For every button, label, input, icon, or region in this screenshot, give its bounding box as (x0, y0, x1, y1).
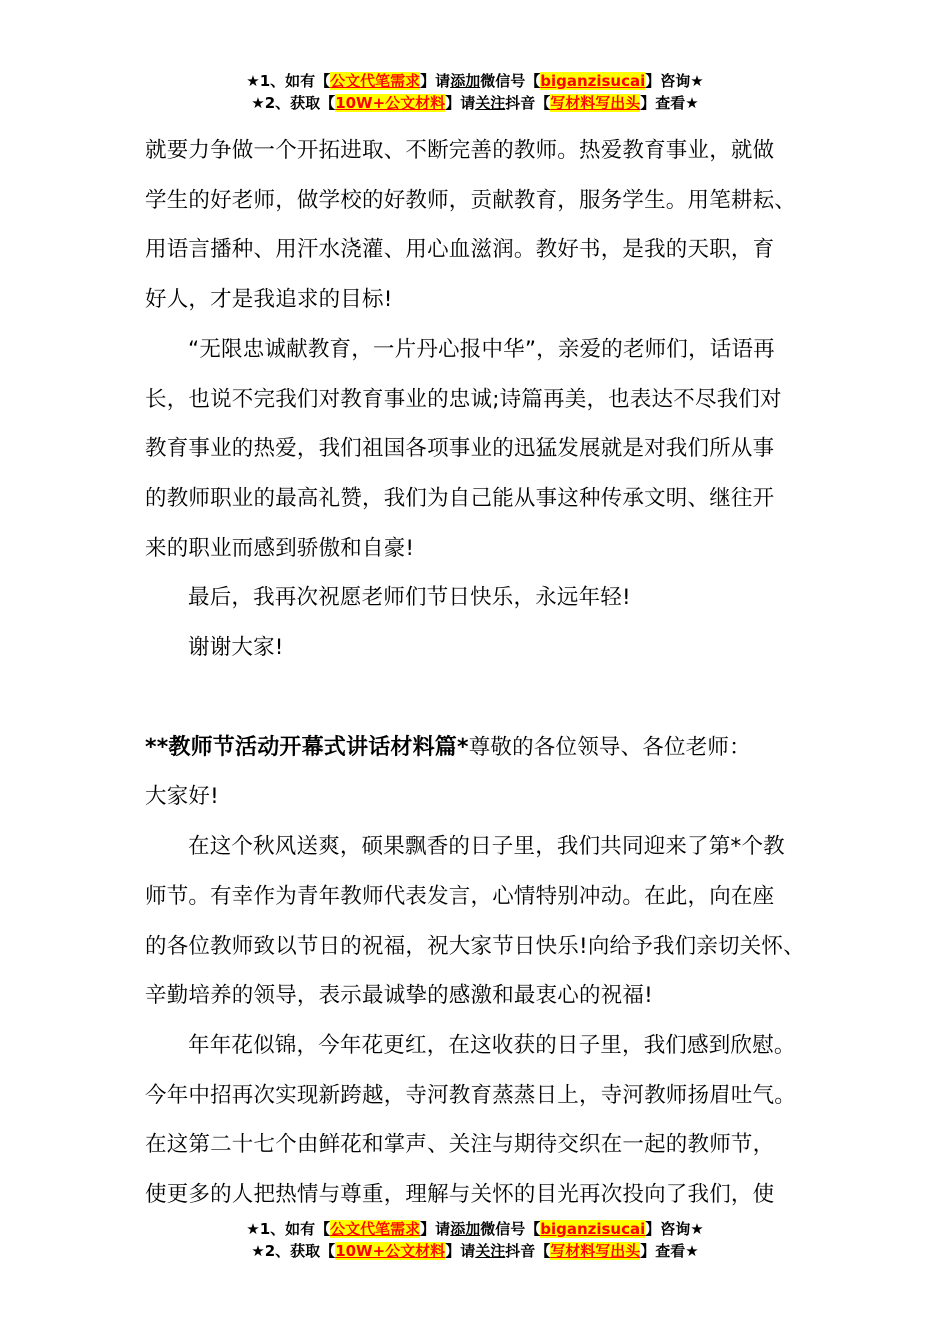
body-line: 最后，我再次祝愿老师们节日快乐，永远年轻! (188, 585, 631, 611)
banner-text: ★2、获取【 (251, 94, 336, 112)
body-line: 长，也说不完我们对教育事业的忠诚;诗篇再美，也表达不尽我们对 (145, 386, 782, 412)
body-line: 好人，才是我追求的目标! (145, 287, 393, 313)
heading-title: **教师节活动开幕式讲话材料篇* (145, 734, 469, 760)
banner-highlight: biganzisucai (540, 72, 646, 90)
banner-text: 】查看★ (640, 1242, 699, 1260)
banner-text: 】请 (445, 1242, 476, 1260)
header-banner (0, 70, 950, 114)
banner-text: 】请 (420, 1220, 451, 1238)
body-line: 教育事业的热爱，我们祖国各项事业的迅猛发展就是对我们所从事 (145, 436, 775, 462)
body-line: 辛勤培养的领导，表示最诚挚的感激和最衷心的祝福! (145, 983, 653, 1009)
banner-text: 抖音【 (505, 1242, 551, 1260)
body-line: 大家好! (145, 784, 219, 810)
banner-text: 】咨询★ (645, 1220, 704, 1238)
body-line: 在这个秋风送爽，硕果飘香的日子里，我们共同迎来了第*个教 (188, 834, 785, 860)
banner-underline: 添加 (450, 72, 481, 90)
banner-highlight: 写材料写出头 (550, 1242, 641, 1260)
body-line: 年年花似锦，今年花更红，在这收获的日子里，我们感到欣慰。 (188, 1032, 796, 1058)
banner-line-2 (0, 1240, 950, 1262)
banner-highlight: 写材料写出头 (550, 94, 641, 112)
heading-salutation: 尊敬的各位领导、各位老师： (468, 734, 751, 760)
banner-text: 微信号【 (480, 1220, 541, 1238)
body-line: 用语言播种、用汗水浇灌、用心血滋润。教好书，是我的天职，育 (145, 237, 775, 263)
banner-text: 】咨询★ (645, 72, 704, 90)
banner-text: ★1、如有【 (246, 72, 331, 90)
banner-text: ★2、获取【 (251, 1242, 336, 1260)
banner-highlight: 10W+公文材料 (335, 94, 446, 112)
body-line: 学生的好老师，做学校的好教师，贡献教育，服务学生。用笔耕耘、 (145, 187, 797, 213)
body-line: 就要力争做一个开拓进取、不断完善的教师。热爱教育事业，就做 (145, 138, 775, 163)
banner-text: 】查看★ (640, 94, 699, 112)
banner-line-1 (0, 1218, 950, 1240)
body-line: 的各位教师致以节日的祝福，祝大家节日快乐!向给予我们亲切关怀、 (145, 933, 805, 959)
banner-text: 】请 (420, 72, 451, 90)
banner-underline: 添加 (450, 1220, 481, 1238)
body-line: 谢谢大家! (188, 635, 284, 661)
body-line: 来的职业而感到骄傲和自豪! (145, 535, 415, 561)
section-heading (145, 723, 825, 773)
banner-line-1 (0, 70, 950, 92)
body-line: 今年中招再次实现新跨越，寺河教育蒸蒸日上，寺河教师扬眉吐气。 (145, 1082, 797, 1108)
body-line: 在这第二十七个由鲜花和掌声、关注与期待交织在一起的教师节， (145, 1132, 775, 1158)
banner-underline: 关注 (475, 1242, 506, 1260)
banner-text: 】请 (445, 94, 476, 112)
body-line: 的教师职业的最高礼赞，我们为自己能从事这种传承文明、继往开 (145, 485, 775, 511)
banner-underline: 关注 (475, 94, 506, 112)
banner-text: 微信号【 (480, 72, 541, 90)
banner-highlight: 公文代笔需求 (330, 1220, 421, 1238)
banner-line-2 (0, 92, 950, 114)
document-body (145, 126, 825, 1220)
body-line: 使更多的人把热情与尊重，理解与关怀的目光再次投向了我们，使 (145, 1182, 775, 1208)
banner-highlight: biganzisucai (540, 1220, 646, 1238)
banner-highlight: 10W+公文材料 (335, 1242, 446, 1260)
section-gap (145, 673, 825, 723)
body-line: 师节。有幸作为青年教师代表发言，心情特别冲动。在此，向在座 (145, 883, 775, 909)
footer-banner (0, 1218, 950, 1262)
body-line: “无限忠诚献教育，一片丹心报中华”，亲爱的老师们，话语再 (188, 336, 775, 362)
banner-text: ★1、如有【 (246, 1220, 331, 1238)
banner-text: 抖音【 (505, 94, 551, 112)
banner-highlight: 公文代笔需求 (330, 72, 421, 90)
